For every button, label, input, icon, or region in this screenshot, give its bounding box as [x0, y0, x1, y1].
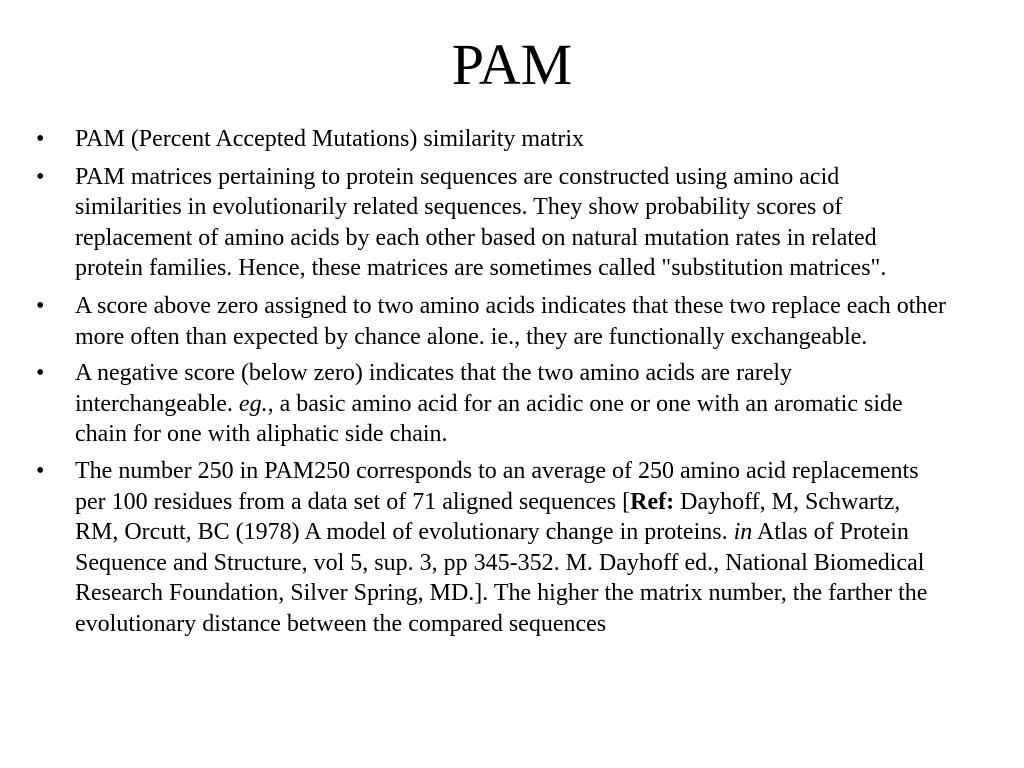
bullet-text: PAM (Percent Accepted Mutations) similarity matrix	[75, 126, 585, 152]
bullet-text: A score above zero assigned to two amino acids indicates that these two replace each other more often than expected by chance alone. ie., they are functionally exchangeable.	[75, 292, 947, 350]
bullet-item	[36, 358, 946, 450]
bullet-text: PAM matrices pertaining to protein sequences are constructed using amino acid similarities in evolutionarily related sequences. They show probability scores of replacement of amino acids by each other based on natural mutation rates in related protein families. Hence, these matrices are sometimes called "substitution matrices".	[75, 163, 887, 282]
text-run: Dayhoff, M, Schwartz, RM, Orcutt, BC (1978) A model of evolutionary change in proteins.	[75, 488, 901, 546]
italic-run: eg.,	[238, 390, 274, 417]
bullet-dot: •	[36, 457, 45, 484]
bullet-list	[36, 124, 946, 647]
bullet-item	[36, 124, 946, 155]
bullet-dot: •	[36, 126, 45, 152]
text-run: The number 250 in PAM250 corresponds to an average of 250 amino acid replacements per 100 residues from a data set of 71 aligned sequences [	[75, 457, 919, 515]
slide-title: PAM	[451, 32, 573, 97]
bullet-dot: •	[36, 360, 45, 387]
bullet-text	[75, 360, 903, 447]
text-run: a basic amino acid for an acidic one or one with an aromatic side chain for one with aliphatic side chain.	[75, 390, 903, 448]
bullet-text	[75, 458, 927, 637]
bullet-item	[36, 456, 946, 640]
text-run: Atlas of Protein Sequence and Structure, vol 5, sup. 3, pp 345-352. M. Dayhoff ed., National Biomedical Research Foundation, Silver Spring, MD.]. The higher the matrix number, the farther the evolutionary distance between the compared sequences	[75, 519, 928, 637]
bullet-item	[36, 291, 946, 352]
bullet-dot: •	[36, 163, 45, 190]
text-run: A negative score (below zero) indicates that the two amino acids are rarely interchangeable.	[75, 360, 793, 417]
italic-run: in	[733, 519, 753, 546]
bullet-item	[36, 162, 946, 284]
bold-run: Ref:	[630, 488, 675, 515]
bullet-dot: •	[36, 292, 45, 319]
